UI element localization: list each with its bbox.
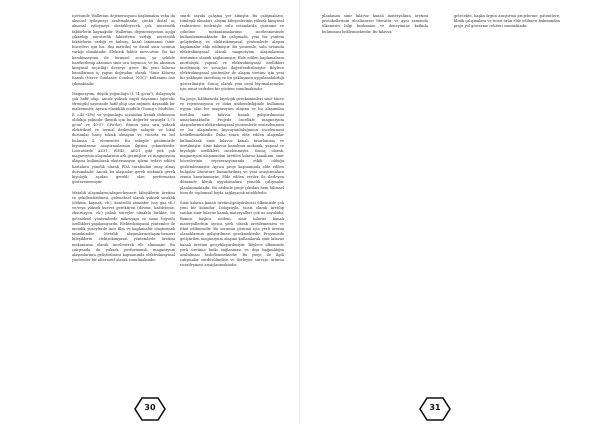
left-page-column-2 [180, 14, 284, 410]
paragraph: içerisinde Wallerian dejenerasyonu başlamakta veba da aksonal iyileşmeyi azaltmaktadır; çünkü distal uç aksonal iyileşmeyi destekleyecek çok nörotrofik faktörlerin kaynağıdır. Wallerian dejenerasyonun açığa çıkardığı nörotrofik faktörlerin varlığı, nörotrofik faktörlerin varlığı ve kalmış, bazal laminanın (sinir hücreleri için biz. dışı matriks) ve distal sinir ucunun varlığı olmaktadır. Elektrik faktör mevcuttur. Bu faz kombinasyonu ile terimsel sonuç şu şekilde hareketlenip aksonun sinir ucu boyunca; ve bu aksonun kimyasal seçiciliği devreye girer. Bu yeni kılavuz kanallarının iç yapısı doğrudan olarak "Sinir Kılavuz Kanalı (Nerve Guidance Conduit, NGC)" kullanımı öne çıkmaktadır. [72, 14, 175, 86]
paragraph: gelecekte, başka örgün araştırma projelerine, patentlere, klinik çalışmalara ve ticari ürün elde edilmesi bakımından proje yol gösterme rehberi sunmaktadır. [454, 14, 560, 29]
page-number: 30 [144, 403, 156, 412]
page-number-badge [418, 396, 452, 422]
paragraph: planlanan sinir kılavuz kanalı materyalinin üretimi protokollerinin uluslararası literatür ve aynı zamanda ülkemizin bilgi birikimine ve deneyimine katkıda bulunması beklenmektedir. Bu kılavuz [322, 14, 428, 34]
right-page-column-2 [454, 14, 560, 35]
page-number: 31 [429, 403, 441, 412]
right-page-column-1 [322, 14, 428, 40]
page-number-badge [133, 396, 167, 422]
right-page [300, 0, 600, 424]
paragraph: Metalik alaşımların/alaşım-benzeri bileşiklerin üretimi ve şekillendirilmesi, geleneksel olarak yüksek sıcaklık (döküm, kaynak, vb.), kontrollü atmosfer (soy gaz vb.) ve/veya yüksek kuvvet gerektiren (dövme, haddeleme, ekstrüzyon, vb.) pahalı süreçler olmakla birlikte, bu geleneksel yöntemlerde mikroyapı ve nano boyutlu özellikleri yapılamıyordu. Elektrokimyasal yöntemler ile metalik yüzeylerde ince film ve kaplamalar oluşturmak mümkündür. Metalik alaşımların/alaşım-benzeri bileşiklerin elektrokimyasal yöntemlerle üretimi mekanizma olarak incelenerek ele alınmıştır. Bu çalışmada da yüksek performanslı magnezyum alaşımlarının geliştirilmesi kapsamında elektrokimyasal yöntemler bir alternatif olarak sunulmaktadır. [72, 190, 175, 263]
paragraph: sınırlı sayıda çalışma yer almıştır. Bu çalışmaların, tümleşik olmaları, alaşım bileşenlerinin yüksek kimyasal reaktivitesi nedeniyle sulu ortamlarda çözünme ve çökelme mekanizmalarının incelenmesinde kullanılamamaktadır. Bu çalışmada, yeni bir yöntem geliştirilmiş ve elektrokimyasal yöntemlerle alaşım kaplamalar elde edilmiştir. Bu yöntemle, sulu ortamda elektrokimyasal olarak magnezyum alaşımlarının üretimine olanak sağlanmıştır. Elde edilen kaplamaların morfolojik, yapısal ve elektrokimyasal özellikleri incelenmiş ve sonuçlar değerlendirilmiştir. Böylece elektrokimyasal yöntemler ile alaşım üretimi için yeni bir yaklaşım önerilmiş ve bu yaklaşımın uygulanabilirliği gösterilmiştir. Sonuç olarak yeni nesil biyomalzemeler için umut vadeden bir yöntem sunulmaktadır. [180, 14, 284, 91]
paragraph: Bu proje, hâlihazırda biyolojik gereksinimleri sinir hücre ve rejenerasyonu ve doku mühendisliğinde kullanımı uygun olan bir magnezyum alaşımı ve bu alaşımdan üretilen sinir kılavuz kanalı geliştirilmesini amaçlamaktadır. Projede öncelikle magnezyum alaşımlarının elektrokimyasal yöntemlerle sentezlenmesi ve bu alaşımların biyouyumluluğunun incelenmesi hedeflenmektedir. Daha sonra elde edilen alaşımlar kullanılarak sinir kılavuz kanalı tasarlanmış ve üretilmiştir. Sinir kılavuz kanalının mekanik, yapısal ve biyolojik özellikleri incelenmiştir. Sonuç olarak, magnezyum alaşımından üretilen kılavuz kanalının, sinir hücrelerinin rejenerasyonunda etkili olduğu gözlemlenmiştir. Ayrıca proje kapsamında elde edilen bulgular literatüre kazandırılmış ve yeni araştırmalara zemin hazırlanmıştır. Elde edilen veriler ile ilerleyen dönemde klinik uygulamalara yönelik çalışmalar planlanmaktadır. Bu nedenle proje çıktıları hem bilimsel hem de toplumsal fayda sağlayacak niteliktedir. [180, 97, 284, 195]
left-page-column-1 [72, 14, 175, 410]
paragraph: Magnezyum, düşük yoğunluğu (1,74 g/cm³), dolayısıyla çok hafif olup, ancak yüksek özgül dayanımı (specific strength) sayesinde hafif olup onu rağmen dayanıklı bir malzemedir. Ayrıca elastiklik modülü (Young's Modulus, E =45 GPa) ve yoğunluğu açısından kemik dokusuna oldukça yakındır (kemik için bu değerler sırasıyla 1,75 g/cm³ ve 40-57 GPa'dır). Bunun yanı sıra yüksek elektriksel ve termal iletkenliğe sahiptir ve lokal durumlar hariç toksik olmayan ve vücutta en bol bulunan 4. elementtir. Bu sebeple günümüzde biyomalzeme araştırmalarının ilgisini çekmektedir. Literatürde AZ31, WE43, AE21 gibi pek çok magnezyum alaşımlarının ark geçmişleri ve magnezyum alaşımı kullanılarak eksternasyon işlemi tedavi edilen hastalara yönelik olarak FDA tarafından onay almış durumdadır. Ancak bu alaşımlar gerek mekanik gerek biyolojik açıdan gerekli olan performansı gösterememiştir. [72, 91, 175, 185]
paragraph: Sinir kılavuz kanalı üretimi/geliştirilmesi ülkemizde çok yeni bir konudur. Dolayısıyla, ticari olarak üretilip satılan sinir kılavuz kanalı materyalleri çok az sayıdadır. Bunun başlıca nedeni, sinir kılavuz kanalı materyallerinin ayrıca yerli olarak üretilememesi ve ithal edilmesidir. Bu sorunun çözümü için yerli üretim olanaklarının geliştirilmesi gerekmektedir. Projemizde geliştirilen magnezyum alaşımı kullanılarak sinir kılavuz kanalı üretimi gerçekleştirilmiştir. Böylece ülkemizde yerli üretime katkı sağlanması ve dışa bağımlılığın azaltılması hedeflenmektedir. Bu proje ile ilgili çalışmalar sürdürülmekte ve ilerleyen süreçte ürünün ticarileşmesi amaçlanmaktadır. [180, 200, 284, 268]
